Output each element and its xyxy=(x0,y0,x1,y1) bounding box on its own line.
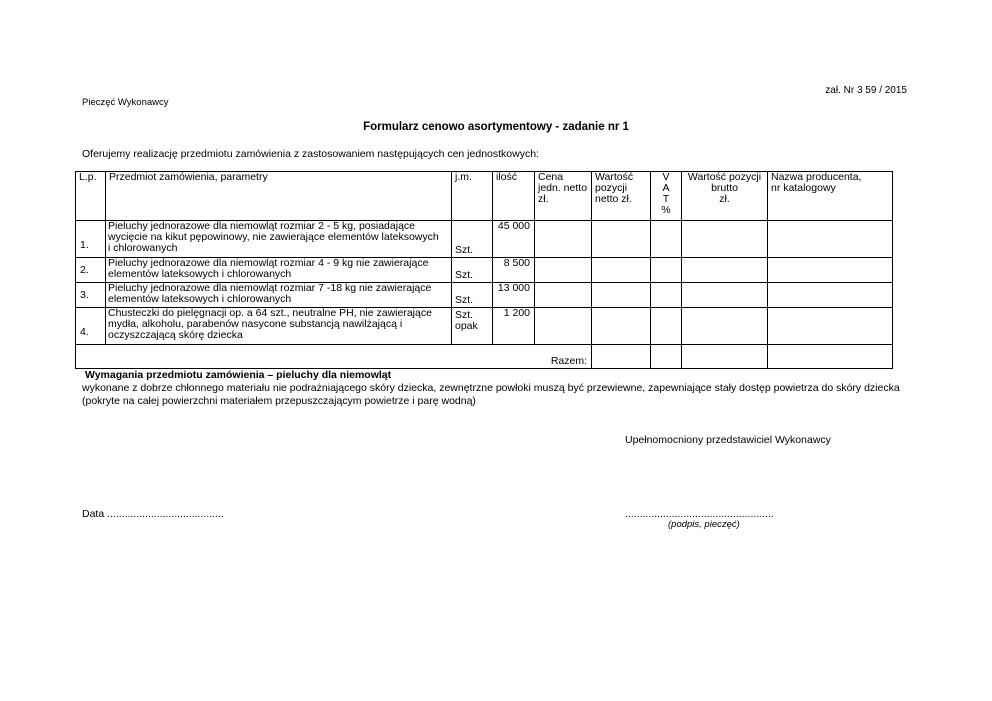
table-total-row xyxy=(76,345,893,369)
header-net-value-line: pozycji xyxy=(595,182,628,194)
signature-note: (podpis, pieczęć) xyxy=(668,519,740,530)
table-header-row xyxy=(76,172,893,221)
row-description xyxy=(106,283,452,308)
contractor-stamp-label: Pieczęć Wykonawcy xyxy=(82,97,169,108)
total-vat-cell[interactable] xyxy=(651,345,682,369)
row-unit xyxy=(452,221,493,258)
row-unit-line: opak xyxy=(455,320,478,332)
row-number: 1. xyxy=(76,221,106,258)
row-description-line: Pieluchy jednorazowe dla niemowląt rozmiar 7 -18 kg nie zawierające xyxy=(108,282,432,294)
row-quantity: 13 000 xyxy=(493,283,535,308)
header-gross-line: zł. xyxy=(719,193,730,205)
date-field[interactable]: Data ........................................ xyxy=(82,508,224,520)
row-description-line: wycięcie na kikut pępowinowy, nie zawierające elementów lateksowych xyxy=(108,231,439,243)
row-unit-line: Szt. xyxy=(455,309,474,321)
row-unit-price-cell[interactable] xyxy=(535,308,592,345)
header-producer-line: Nazwa producenta, xyxy=(771,171,862,183)
row-description xyxy=(106,308,452,345)
row-number: 2. xyxy=(76,258,106,283)
row-net-value-cell[interactable] xyxy=(592,258,651,283)
total-gross-value-cell[interactable] xyxy=(682,345,768,369)
row-number: 3. xyxy=(76,283,106,308)
row-vat-cell[interactable] xyxy=(651,308,682,345)
row-producer-cell[interactable] xyxy=(768,221,893,258)
row-vat-cell[interactable] xyxy=(651,221,682,258)
header-qty: ilość xyxy=(493,172,535,221)
row-unit-price-cell[interactable] xyxy=(535,221,592,258)
header-vat-line: % xyxy=(661,204,671,216)
table-row xyxy=(76,283,893,308)
total-producer-cell xyxy=(768,345,893,369)
header-gross-value xyxy=(682,172,768,221)
header-producer xyxy=(768,172,893,221)
table-row xyxy=(76,308,893,345)
header-net-value-line: netto zł. xyxy=(595,193,632,205)
row-description-line: Pieluchy jednorazowe dla niemowląt rozmiar 2 - 5 kg, posiadające xyxy=(108,220,415,232)
table-row xyxy=(76,258,893,283)
signature-line[interactable]: ................................................... xyxy=(625,508,774,520)
row-quantity: 1 200 xyxy=(493,308,535,345)
row-description-line: i chlorowanych xyxy=(108,242,178,254)
table-row xyxy=(76,221,893,258)
row-gross-value-cell[interactable] xyxy=(682,308,768,345)
header-subject: Przedmiot zamówienia, parametry xyxy=(106,172,452,221)
row-unit-price-cell[interactable] xyxy=(535,283,592,308)
row-net-value-cell[interactable] xyxy=(592,308,651,345)
row-unit-line: Szt. xyxy=(455,244,474,256)
row-gross-value-cell[interactable] xyxy=(682,221,768,258)
row-gross-value-cell[interactable] xyxy=(682,283,768,308)
header-producer-line: nr katalogowy xyxy=(771,182,836,194)
document-reference: zał. Nr 3 59 / 2015 xyxy=(825,85,907,96)
header-unit-price-line: zł. xyxy=(538,193,549,205)
header-vat-line: A xyxy=(662,182,670,194)
authorized-representative-label: Upełnomocniony przedstawiciel Wykonawcy xyxy=(625,434,831,446)
row-quantity: 45 000 xyxy=(493,221,535,258)
intro-text: Oferujemy realizację przedmiotu zamówienia z zastosowaniem następujących cen jednostkowych: xyxy=(82,148,539,160)
total-net-value-cell[interactable] xyxy=(592,345,651,369)
header-net-value xyxy=(592,172,651,221)
row-description-line: elementów lateksowych i chlorowanych xyxy=(108,268,292,280)
requirements-body: wykonane z dobrze chłonnego materiału nie podrażniającego skóry dziecka, zewnętrzne powłoki muszą być przewiewne, zapewniające stały dostęp powietrza do skóry dziecka (pokryte na całej powierzchni materiałem przepuszczającym powietrze i parę wodną) xyxy=(82,382,900,407)
total-label: Razem: xyxy=(76,345,592,369)
row-description-line: oczyszczającą skórę dziecka xyxy=(108,329,243,341)
row-description-line: mydła, alkoholu, parabenów nasycone substancją nawilżającą i xyxy=(108,318,403,330)
row-description xyxy=(106,258,452,283)
form-title: Formularz cenowo asortymentowy - zadanie nr 1 xyxy=(363,121,629,133)
header-lp: L.p. xyxy=(76,172,106,221)
row-description-line: elementów lateksowych i chlorowanych xyxy=(108,293,292,305)
header-vat-line: V xyxy=(662,171,670,183)
row-unit xyxy=(452,308,493,345)
row-producer-cell[interactable] xyxy=(768,258,893,283)
header-unit-price xyxy=(535,172,592,221)
row-unit-price-cell[interactable] xyxy=(535,258,592,283)
row-description xyxy=(106,221,452,258)
header-gross-line: brutto xyxy=(711,182,738,194)
header-unit: j.m. xyxy=(452,172,493,221)
row-number: 4. xyxy=(76,308,106,345)
row-unit: Szt. xyxy=(452,283,493,308)
header-gross-line: Wartość pozycji xyxy=(687,171,762,183)
row-vat-cell[interactable] xyxy=(651,258,682,283)
row-unit: Szt. xyxy=(452,258,493,283)
requirements-heading: Wymagania przedmiotu zamówienia – pieluchy dla niemowląt xyxy=(85,369,392,381)
header-net-value-line: Wartość xyxy=(595,171,634,183)
row-vat-cell[interactable] xyxy=(651,283,682,308)
row-net-value-cell[interactable] xyxy=(592,283,651,308)
row-gross-value-cell[interactable] xyxy=(682,258,768,283)
header-vat-line: T xyxy=(662,193,670,205)
price-table xyxy=(75,171,893,369)
row-net-value-cell[interactable] xyxy=(592,221,651,258)
row-description-line: Chusteczki do pielęgnacji op. a 64 szt., neutralne PH, nie zawierające xyxy=(108,307,432,319)
header-unit-price-line: jedn. netto xyxy=(538,182,588,194)
header-vat xyxy=(651,172,682,221)
row-quantity: 8 500 xyxy=(493,258,535,283)
row-producer-cell[interactable] xyxy=(768,283,893,308)
row-producer-cell[interactable] xyxy=(768,308,893,345)
row-description-line: Pieluchy jednorazowe dla niemowląt rozmiar 4 - 9 kg nie zawierające xyxy=(108,257,429,269)
header-unit-price-line: Cena xyxy=(538,171,564,183)
